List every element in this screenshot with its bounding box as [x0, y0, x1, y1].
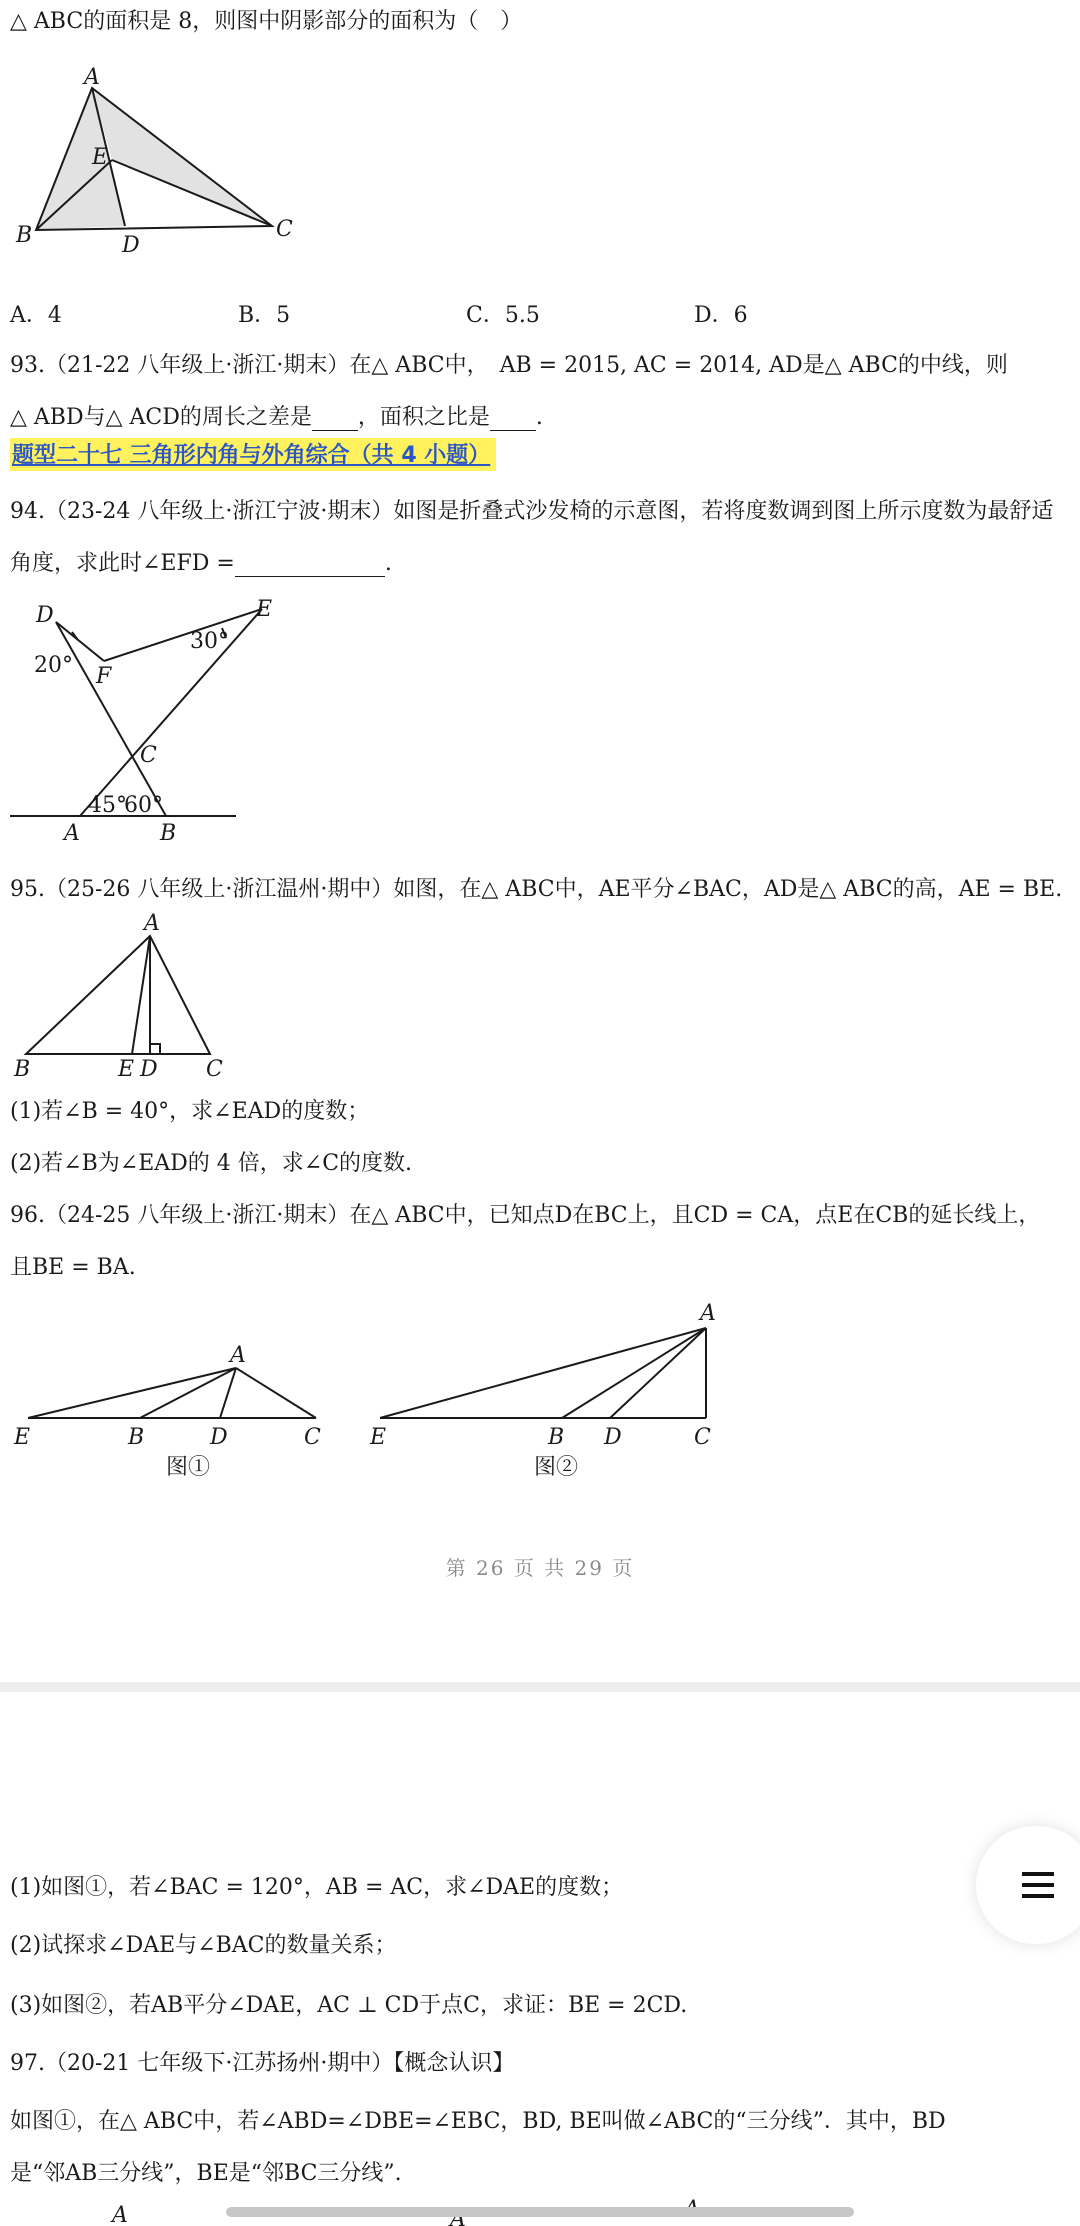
q96-line1: 96.（24-25 八年级上·浙江·期末）在△ ABC中，已知点D在BC上，且CD = CA，点E在CB的延长线上，	[10, 1203, 1041, 1228]
q95-triangle-figure	[0, 910, 240, 1080]
q94-angle-20: 20°	[34, 653, 73, 678]
q94-line2	[10, 546, 392, 577]
q93-line2-end: .	[535, 405, 543, 430]
q97-line3: 是“邻AB三分线”，BE是“邻BC三分线”.	[10, 2161, 402, 2186]
q96-figure-2	[360, 1290, 740, 1490]
q96-fig1-label-A: A	[230, 1343, 246, 1368]
q97-line1: 97.（20-21 七年级下·江苏扬州·期中）【概念认识】	[10, 2051, 515, 2076]
q95-label-C: C	[206, 1057, 223, 1082]
q96-fig1-caption: 图①	[166, 1455, 211, 1480]
q94-label-D: D	[36, 603, 54, 628]
q96-fig2-label-D: D	[604, 1425, 622, 1450]
q96-fig2-label-E: E	[370, 1425, 387, 1450]
q95-part1: (1)若∠B = 40°，求∠EAD的度数；	[10, 1099, 370, 1124]
q93-line1: 93.（21-22 八年级上·浙江·期末）在△ ABC中， AB = 2015, AC = 2014, AD是△ ABC的中线，则	[10, 353, 1008, 378]
hamburger-menu-icon-bar-2	[1022, 1883, 1054, 1887]
q94-angle-30: 30°	[190, 629, 229, 654]
q96-fig1-label-E: E	[14, 1425, 31, 1450]
q92-label-B: B	[16, 223, 33, 248]
q94-label-E: E	[256, 597, 273, 622]
floating-menu-button[interactable]	[976, 1826, 1080, 1944]
q95-label-E: E	[118, 1057, 135, 1082]
q94-angle-60: 60°	[124, 793, 163, 818]
q94-label-C: C	[140, 743, 157, 768]
q93-line2-mid: ，面积之比是	[357, 405, 490, 430]
q96-fig1-label-B: B	[128, 1425, 145, 1450]
q97-line2: 如图①，在△ ABC中，若∠ABD=∠DBE=∠EBC，BD, BE叫做∠ABC的“三分线”．其中，BD	[10, 2109, 946, 2134]
hamburger-menu-icon	[1022, 1872, 1054, 1876]
q95-part2: (2)若∠B为∠EAD的 4 倍，求∠C的度数.	[10, 1151, 413, 1176]
q92-option-c: C．5.5	[466, 303, 540, 328]
q94-line1: 94.（23-24 八年级上·浙江宁波·期末）如图是折叠式沙发椅的示意图，若将度数调到图上所示度数为最舒适	[10, 499, 1054, 524]
q93-blank-1	[312, 405, 358, 431]
q94-label-A: A	[64, 821, 80, 846]
q92-triangle-figure	[0, 60, 320, 260]
q92-label-C: C	[276, 217, 293, 242]
q96-part2: (2)试探求∠DAE与∠BAC的数量关系；	[10, 1933, 397, 1958]
q93-blank-2	[490, 405, 536, 431]
q93-line2	[10, 400, 543, 431]
q96-line2: 且BE = BA.	[10, 1255, 136, 1280]
q92-label-A: A	[84, 65, 100, 90]
q95-label-A: A	[144, 911, 160, 936]
q96-part1: (1)如图①，若∠BAC = 120°，AB = AC，求∠DAE的度数；	[10, 1875, 624, 1900]
q94-label-B: B	[160, 821, 177, 846]
q94-angle-45: 45°	[88, 793, 127, 818]
q92-label-D: D	[122, 233, 140, 258]
q94-line2-end: .	[384, 551, 392, 576]
q94-blank	[235, 551, 385, 577]
q96-part3: (3)如图②，若AB平分∠DAE，AC ⊥ CD于点C，求证：BE = 2CD.	[10, 1993, 688, 2018]
q96-fig2-caption: 图②	[534, 1455, 579, 1480]
section-heading: 题型二十七 三角形内角与外角综合（共 4 小题）	[10, 438, 496, 471]
q94-sofa-chair-figure	[0, 592, 273, 852]
q92-option-a: A．4	[10, 303, 62, 328]
q93-line2-pre: △ ABD与△ ACD的周长之差是	[10, 405, 312, 430]
q92-label-E: E	[92, 145, 109, 170]
q96-fig1-label-D: D	[210, 1425, 228, 1450]
page-footer: 第 26 页 共 29 页	[445, 1556, 635, 1580]
q92-option-b: B．5	[238, 303, 291, 328]
q96-fig2-label-B: B	[548, 1425, 565, 1450]
q96-figure-1	[0, 1330, 340, 1490]
hamburger-menu-icon-bar-3	[1022, 1894, 1054, 1898]
page-divider	[0, 1682, 1080, 1692]
q94-label-F: F	[96, 664, 112, 689]
q95-label-B: B	[14, 1057, 31, 1082]
q96-fig2-label-C: C	[694, 1425, 711, 1450]
q96-fig2-label-A: A	[700, 1301, 716, 1326]
q94-line2-pre: 角度，求此时∠EFD =	[10, 551, 235, 576]
q92-option-d: D．6	[694, 303, 748, 328]
q97-label-A-1: A	[112, 2203, 128, 2226]
home-indicator[interactable]	[226, 2207, 854, 2217]
q96-fig1-label-C: C	[304, 1425, 321, 1450]
q95-line1: 95.（25-26 八年级上·浙江温州·期中）如图，在△ ABC中，AE平分∠BAC，AD是△ ABC的高，AE = BE.	[10, 877, 1063, 902]
q95-label-D: D	[140, 1057, 158, 1082]
q92-stem: △ ABC的面积是 8，则图中阴影部分的面积为（ ）	[10, 9, 523, 34]
